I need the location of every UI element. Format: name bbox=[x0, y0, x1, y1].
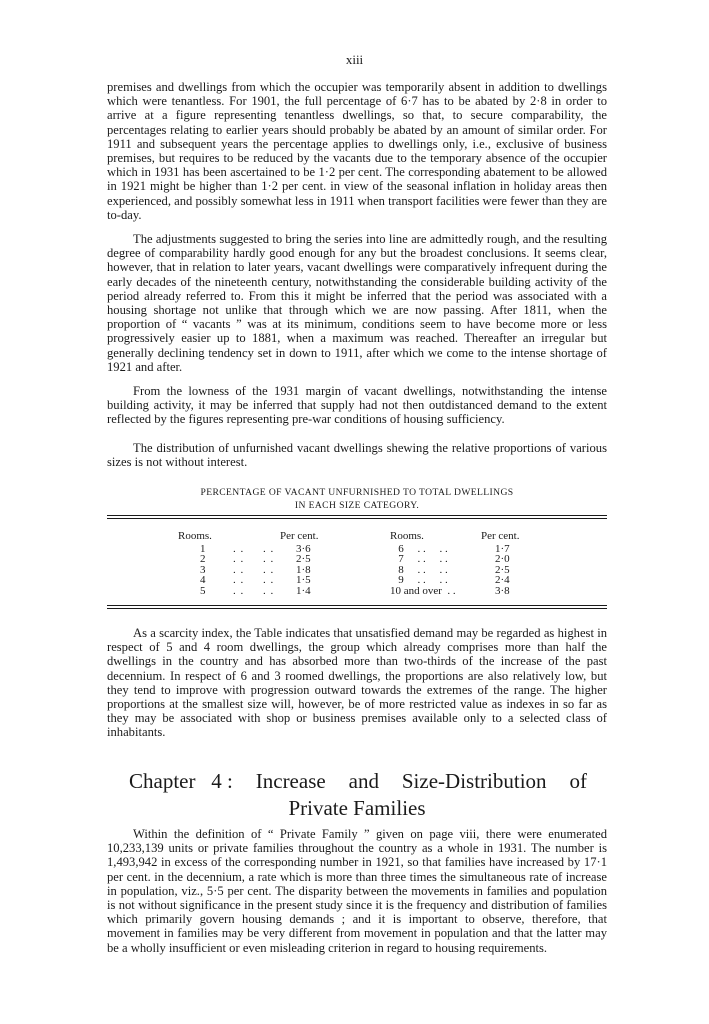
table-cell-rooms: 7 . . . . bbox=[390, 553, 448, 565]
chapter-title-word: and bbox=[348, 769, 379, 793]
table-cell-rooms: 9 . . . . bbox=[390, 574, 448, 586]
chapter-heading bbox=[107, 768, 607, 822]
table-cell-rooms: 2 bbox=[200, 553, 206, 565]
table-cell-percent: 1·8 bbox=[296, 563, 311, 576]
table-cell-rooms: 4 bbox=[200, 574, 206, 586]
paragraph-1931-margin: From the lowness of the 1931 margin of vacant dwellings, notwithstanding the intense building activity, it may be inferred that supply had not then outdistanced demand to the extent reflected by the figures representing pre-war conditions of housing sufficiency. bbox=[107, 384, 607, 427]
paragraph-vacancy-abatement: premises and dwellings from which the occupier was temporarily absent in addition to dwellings which were tenantless. For 1901, the full percentage of 6·7 has to be abated by 2·8 in order to arrive at a figure representing tenantless dwellings, so that, to secure comparability, the percentages relating to earlier years should probably be abated by an amount of similar order. For 1911 and subsequent years the percentage applies to dwellings only, i.e., exclusive of business premises, but requires to be reduced by the vacants due to the temporary absence of the occupier which in 1931 has been ascertained to be 1·2 per cent. The corresponding abatement to be allowed in 1921 might be higher than 1·2 per cent. in view of the seasonal inflation in holiday areas then experienced, and possibly somewhat less in 1911 when transport facilities were fewer than they are to-day. bbox=[107, 80, 607, 222]
table-leader-dots: . . . . bbox=[233, 553, 275, 565]
table-cell-rooms: 3 bbox=[200, 563, 206, 576]
table-right-rooms-column bbox=[390, 531, 470, 596]
table-cell-rooms: 5 bbox=[200, 584, 206, 597]
table-cell-percent: 3·8 bbox=[495, 584, 510, 597]
table-leader-dots: . . . . bbox=[233, 542, 275, 555]
chapter-number bbox=[129, 768, 233, 795]
table-header-rooms-right: Rooms. bbox=[390, 530, 424, 542]
table-right-percent-column bbox=[481, 531, 541, 596]
table-cell-percent: 2·0 bbox=[495, 553, 510, 565]
table-cell-percent: 3·6 bbox=[296, 542, 311, 555]
table-header-percent-left: Per cent. bbox=[280, 530, 319, 542]
table-left-percent-column bbox=[280, 531, 340, 596]
table-cell-percent: 1·4 bbox=[296, 584, 311, 597]
chapter-title-line-2: Private Families bbox=[288, 796, 426, 820]
paragraph-scarcity-index: As a scarcity index, the Table indicates that unsatisfied demand may be regarded as highest in respect of 5 and 4 room dwellings, the group which already comprises more than half the dwellings in the country and has absorbed more than two-thirds of the increase of the past decennium. In respect of 6 and 3 roomed dwellings, the proportions are also relatively low, but they tend to improve with progression outward towards the extremes of the range. The higher proportions at the smallest size will, however, be of more restricted value as indexes in so far as they may be associated with shop or business premises available only to a selected class of inhabitants. bbox=[107, 626, 607, 740]
chapter-title-word: of bbox=[569, 769, 587, 793]
chapter-heading-line-1 bbox=[107, 768, 607, 795]
paragraph-distribution-intro: The distribution of unfurnished vacant dwellings shewing the relative proportions of various sizes is not without interest. bbox=[107, 441, 607, 470]
table-cell-percent: 2·5 bbox=[296, 553, 311, 565]
table-cell-rooms: 10 and over . . bbox=[390, 584, 456, 597]
chapter-number-value: 4 : bbox=[211, 769, 233, 793]
chapter-title-word: Size-Distribution bbox=[401, 769, 547, 793]
table-header-rooms-left: Rooms. bbox=[178, 530, 212, 542]
paragraph-private-families: Within the definition of “ Private Family ” given on page viii, there were enumerated 10,233,139 units or private families throughout the country as a whole in 1931. The number is 1,493,942 in excess of the corresponding number in 1921, so that families have increased by 17·1 per cent. in the decennium, a rate which is more than three times the simultaneous rate of increase in population, viz., 5·5 per cent. The disparity between the movements in families and population is not without significance in the present study since it is the frequency and distribution of families which primarily govern housing demands ; and it is important to observe, therefore, that movement in families may be very different from movement in population and that the latter may be a wholly insufficient or even misleading criterion in regard to housing requirements. bbox=[107, 827, 607, 955]
table-top-rule bbox=[107, 515, 607, 516]
table-top-rule-inner bbox=[107, 518, 607, 519]
paragraph-adjustments: The adjustments suggested to bring the series into line are admittedly rough, and the resulting degree of comparability hardly good enough for any but the broadest conclusions. It seems clear, however, that in relation to later years, vacant dwellings were comparatively infrequent during the early decades of the nineteenth century, notwithstanding the considerable building activity of the period already referred to. From this it might be inferred that the period was associated with a housing shortage not unlike that through which we are now passing. After 1811, when the proportion of “ vacants ” was at its minimum, conditions seem to have become more or less progressively easier up to 1881, when a maximum was reached. Thereafter an irregular but generally declining tendency set in down to 1911, after which we come to the intense shortage of 1921 and after. bbox=[107, 232, 607, 374]
table-leader-dots: . . . . bbox=[233, 574, 275, 586]
table-cell-percent: 1·5 bbox=[296, 574, 311, 586]
chapter-label: Chapter bbox=[129, 769, 196, 793]
table-cell-percent: 1·7 bbox=[495, 542, 510, 555]
table-leader-dots: . . . . bbox=[233, 563, 275, 576]
table-title-line-1: PERCENTAGE OF VACANT UNFURNISHED TO TOTAL DWELLINGS bbox=[200, 487, 514, 498]
table-header-percent-right: Per cent. bbox=[481, 530, 520, 542]
table-cell-rooms: 1 bbox=[200, 542, 206, 555]
table-left-leader-dots bbox=[233, 544, 273, 597]
table-cell-rooms: 8 . . . . bbox=[390, 563, 448, 576]
table-left-rooms-column bbox=[178, 531, 238, 596]
table-bottom-rule bbox=[107, 605, 607, 606]
table-title bbox=[107, 486, 607, 512]
table-bottom-rule-inner bbox=[107, 608, 607, 609]
chapter-title-word: Increase bbox=[255, 769, 326, 793]
table-cell-rooms: 6 . . . . bbox=[390, 542, 448, 555]
table-cell-percent: 2·5 bbox=[495, 563, 510, 576]
table-leader-dots: . . . . bbox=[233, 584, 275, 597]
page-number: xiii bbox=[345, 52, 364, 67]
table-cell-percent: 2·4 bbox=[495, 574, 510, 586]
table-title-line-2: IN EACH SIZE CATEGORY. bbox=[294, 500, 420, 511]
